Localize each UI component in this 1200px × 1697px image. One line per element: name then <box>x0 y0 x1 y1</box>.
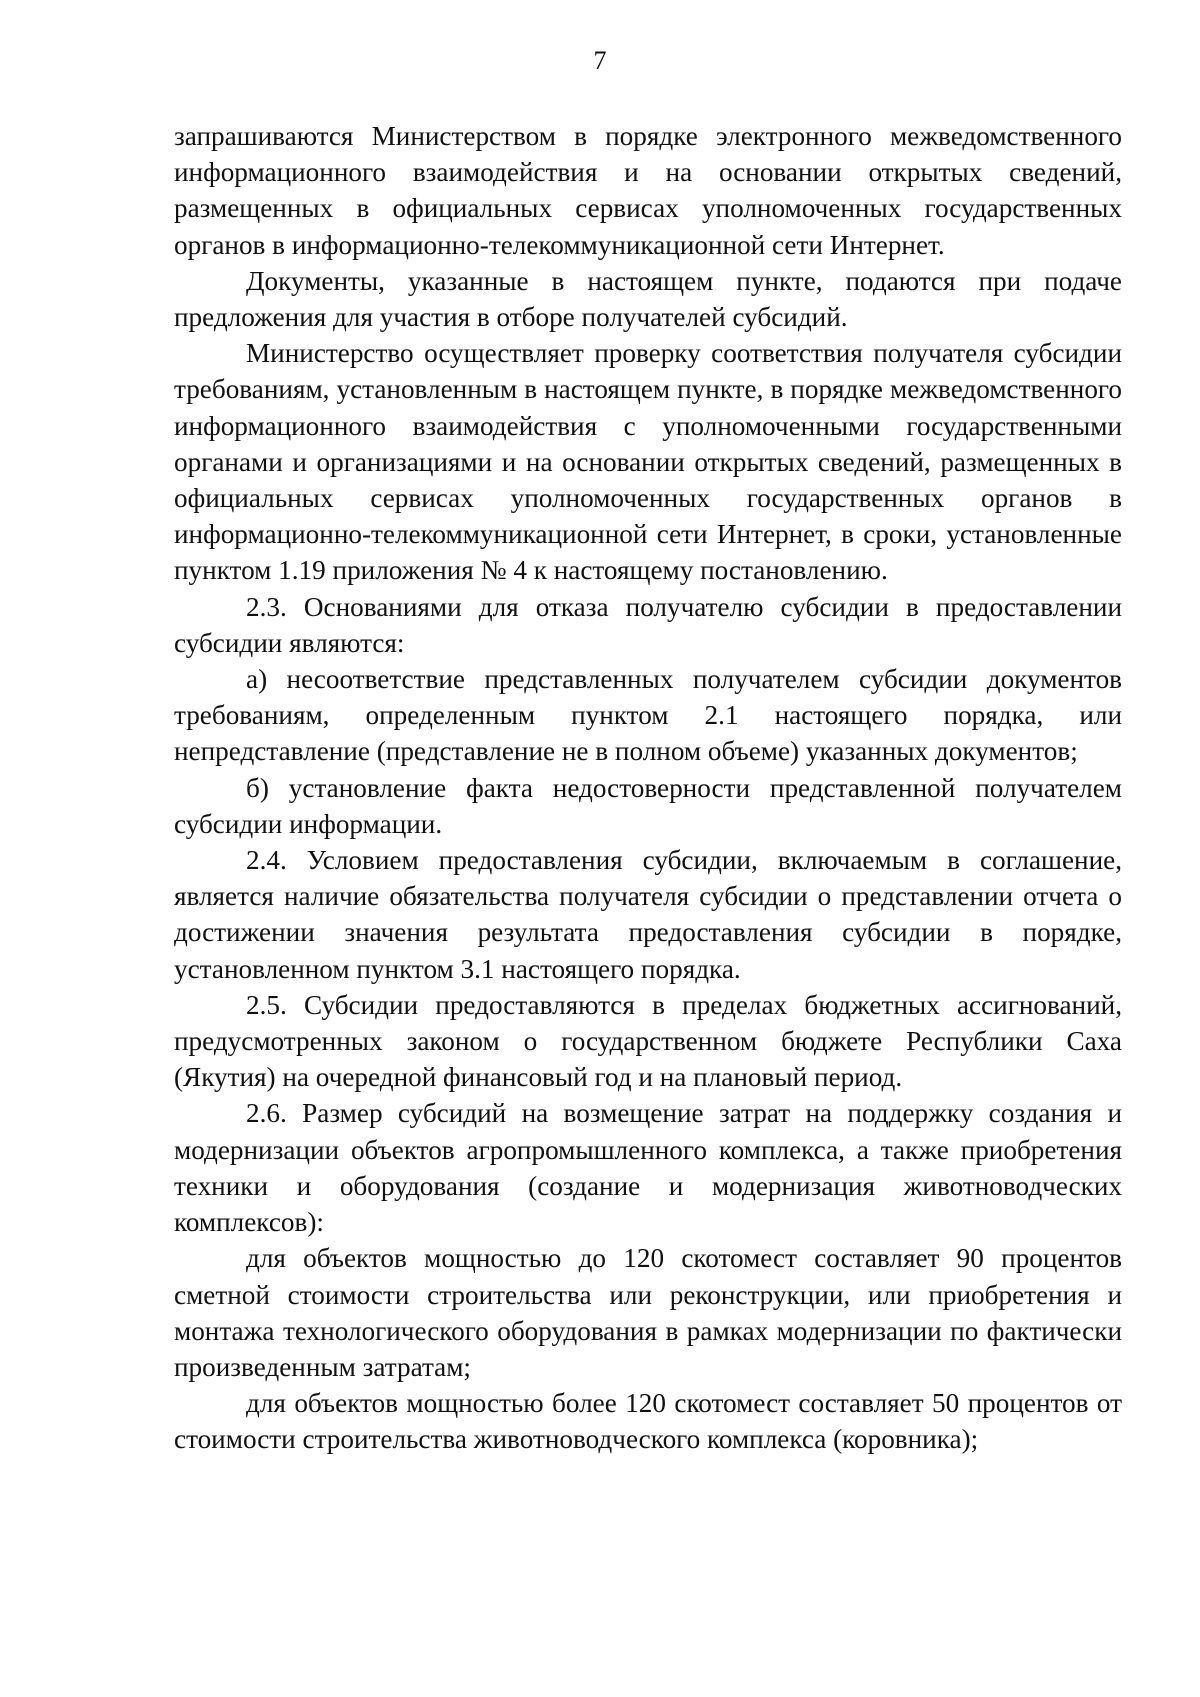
paragraph-2-5-budget: 2.5. Субсидии предоставляются в пределах бюджетных ассигнований, предусмотренных законом о государственном бюджете Республики Саха (Якутия) на очередной финансовый год и на плановый период. <box>174 989 1122 1093</box>
page-number: 7 <box>593 46 607 75</box>
paragraph-ministry-verification: Министерство осуществляет проверку соответствия получателя субсидии требованиям, установленным в настоящем пункте, в порядке межведомственного информационного взаимодействия с уполномоченными государственными органами и организациями и на основании открытых сведений, размещенных в официальных сервисах уполномоченных государственных органов в информационно-телекоммуникационной сети Интернет, в сроки, установленные пунктом 1.19 приложения № 4 к настоящему постановлению. <box>174 338 1122 586</box>
paragraph-over-120: для объектов мощностью более 120 скотомест составляет 50 процентов от стоимости строительства животноводческого комплекса (коровника); <box>174 1388 1122 1455</box>
paragraph-2-6-subsidy-size: 2.6. Размер субсидий на возмещение затрат на поддержку создания и модернизации объектов агропромышленного комплекса, а также приобретения техники и оборудования (создание и модернизация животноводческих комплексов): <box>174 1098 1122 1238</box>
paragraph-documents-submission: Документы, указанные в настоящем пункте, подаются при подаче предложения для участия в отборе получателей субсидий. <box>174 265 1122 333</box>
paragraph-2-3-b: б) установление факта недостоверности представленной получателем субсидии информации. <box>174 772 1122 839</box>
paragraph-2-3-a: а) несоответствие представленных получателем субсидии документов требованиям, определенным пунктом 2.1 настоящего порядка, или непредставление (представление не в полном объеме) указанных документов; <box>174 664 1122 767</box>
paragraph-2-3-refusal-grounds: 2.3. Основаниями для отказа получателю субсидии в предоставлении субсидии являются: <box>174 591 1122 658</box>
paragraph-2-4-condition: 2.4. Условием предоставления субсидии, включаемым в соглашение, является наличие обязательства получателя субсидии о представлении отчета о достижении значения результата предоставления субсидии в порядке, установленном пунктом 3.1 настоящего порядка. <box>174 845 1122 984</box>
paragraph-up-to-120: для объектов мощностью до 120 скотомест составляет 90 процентов сметной стоимости строительства или реконструкции, или приобретения и монтажа технологического оборудования в рамках модернизации по фактически произведенным затратам; <box>174 1243 1122 1382</box>
paragraph-documents-requested: запрашиваются Министерством в порядке электронного межведомственного информационного взаимодействия и на основании открытых сведений, размещенных в официальных сервисах уполномоченных государственных органов в информационно-телекоммуникационной сети Интернет. <box>174 121 1122 260</box>
document-body <box>174 118 1122 1458</box>
